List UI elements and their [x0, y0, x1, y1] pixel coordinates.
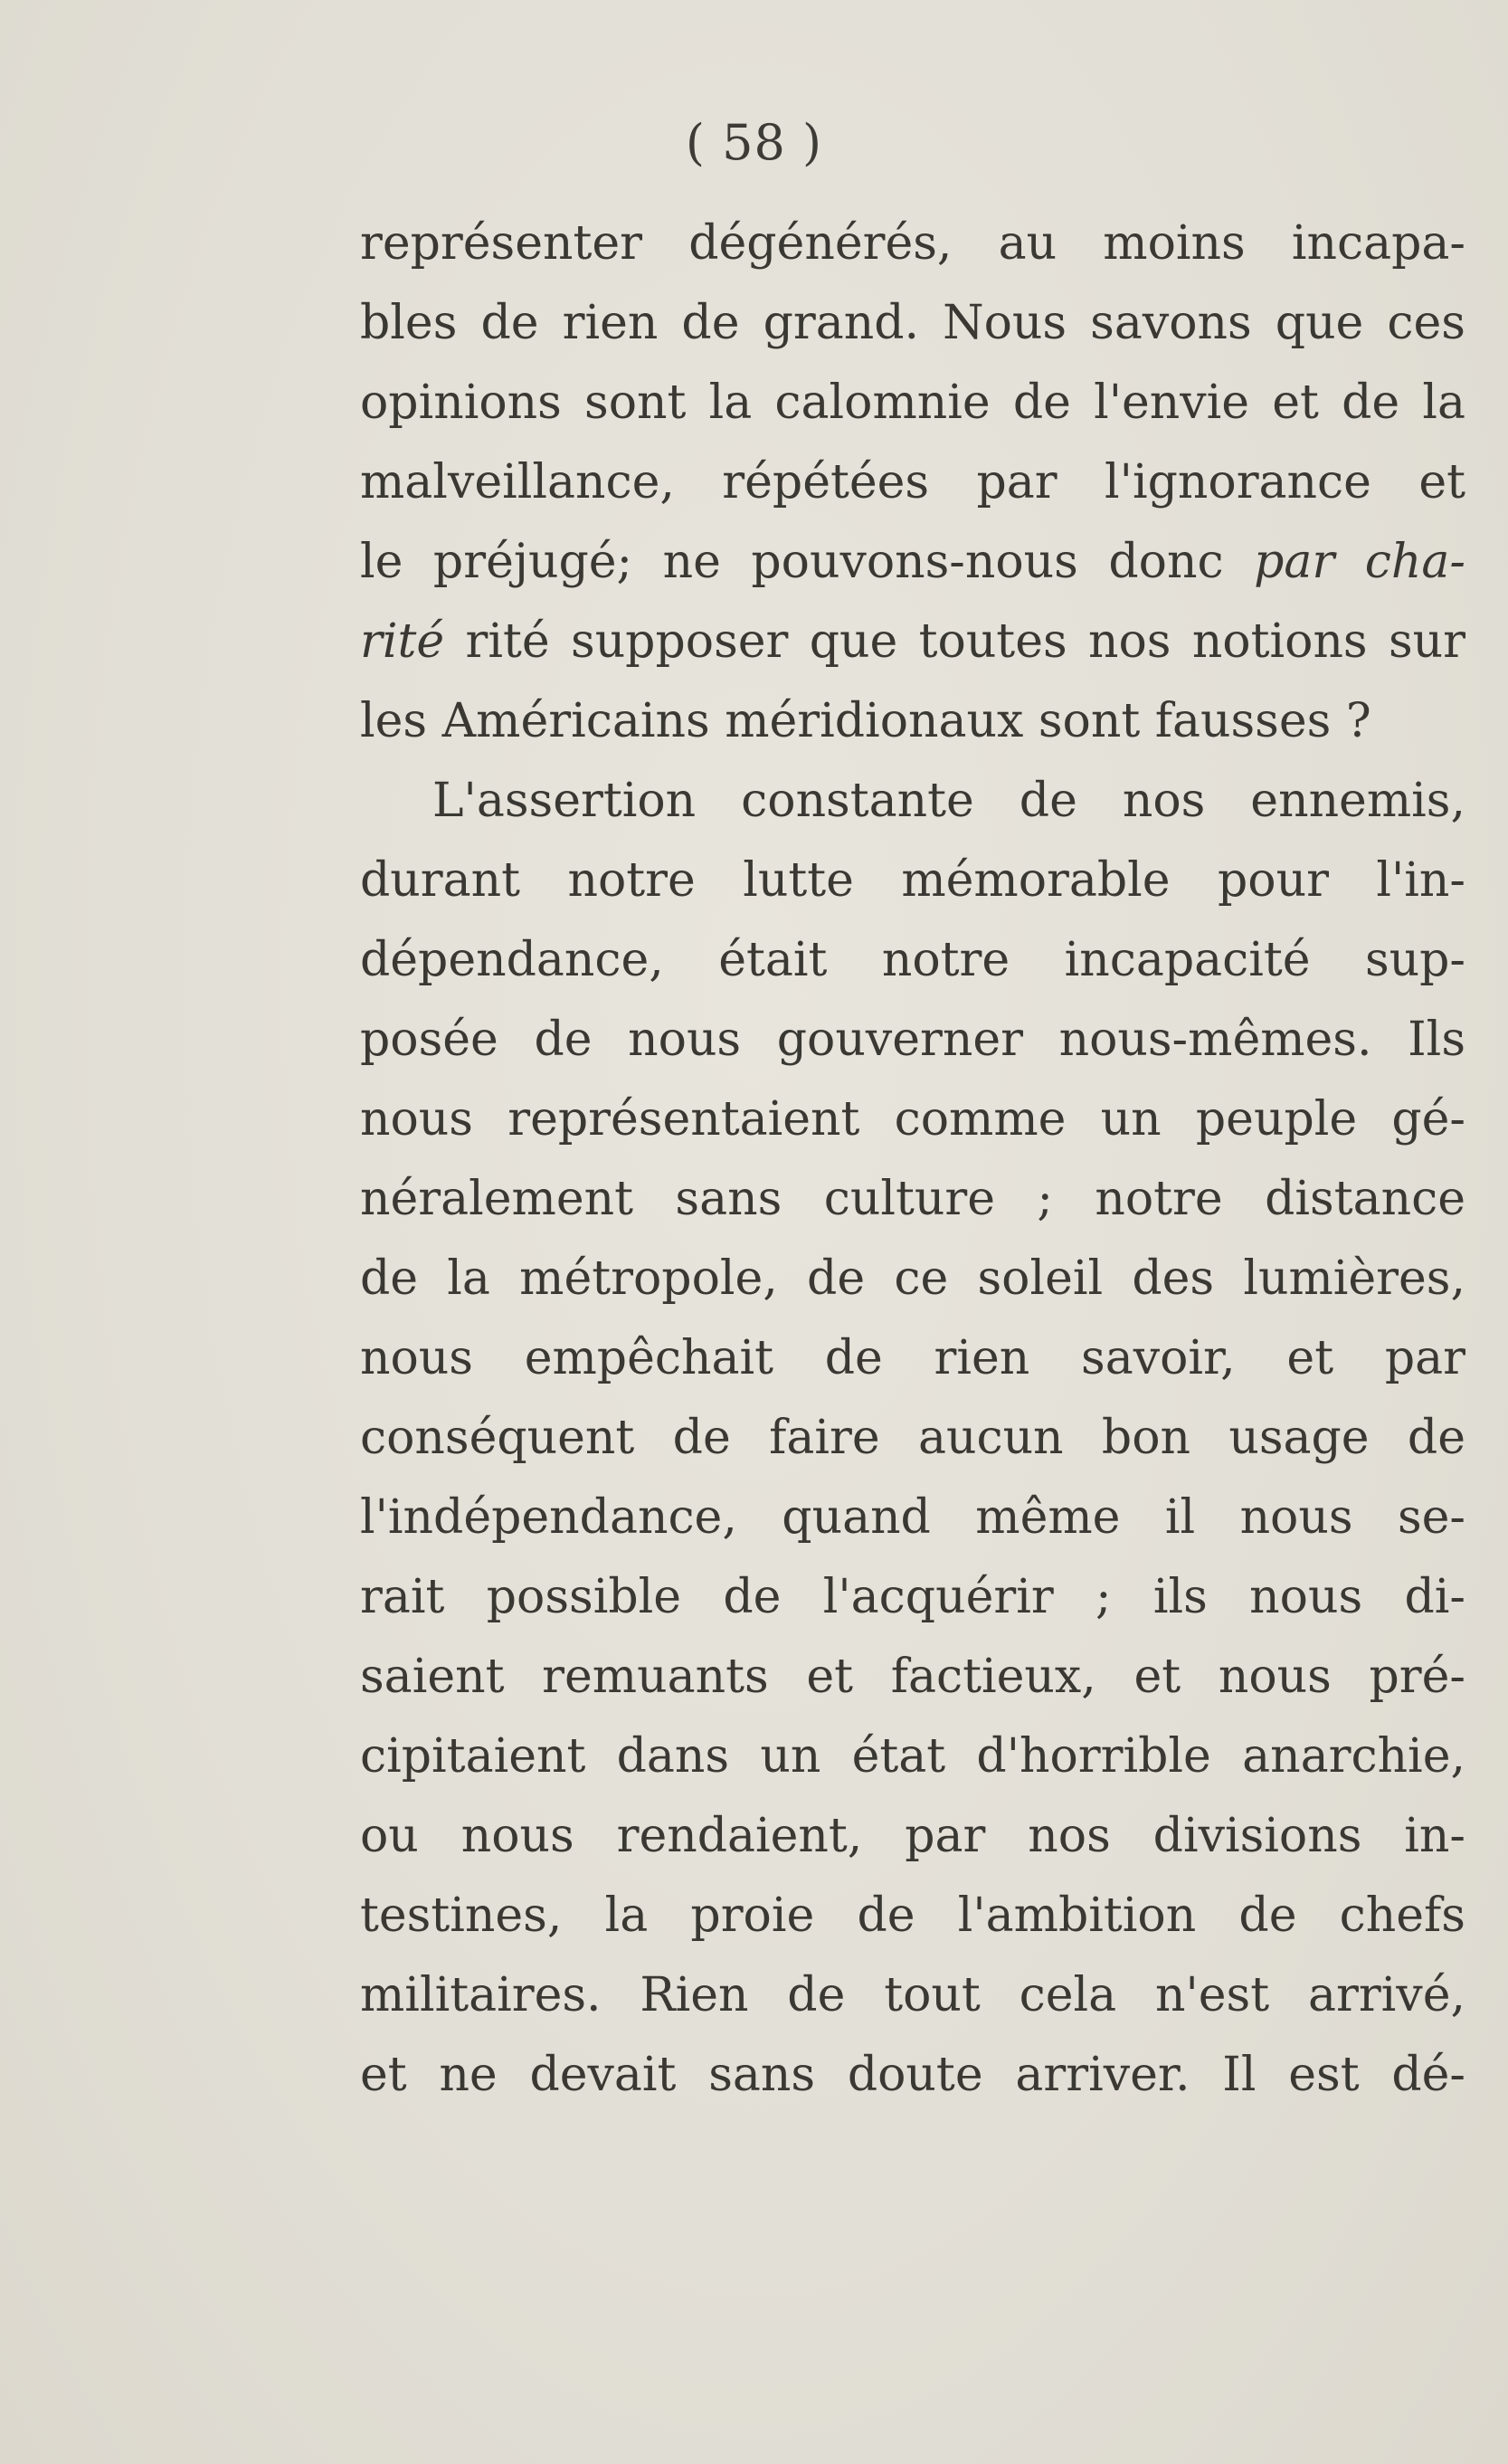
text-line-10: dépendance, était notre incapacité sup-: [360, 933, 1465, 987]
text-line-21: ou nous rendaient, par nos divisions in-: [360, 1809, 1465, 1863]
page-number: ( 58 ): [685, 114, 823, 171]
text-line-24: et ne devait sans doute arriver. Il est dé-: [360, 2048, 1465, 2102]
text-line-12: nous représentaient comme un peuple gé-: [360, 1092, 1465, 1146]
italic-phrase-rite: rité: [360, 614, 445, 669]
text-line-16: conséquent de faire aucun bon usage de: [360, 1411, 1465, 1465]
text-line-8: L'assertion constante de nos ennemis,: [432, 774, 1465, 828]
text-line-5: [360, 522, 1465, 602]
text-line-15: nous empêchait de rien savoir, et par: [360, 1331, 1465, 1385]
text-line-6: [360, 602, 1465, 681]
text-line-11: posée de nous gouverner nous-mêmes. Ils: [360, 1013, 1465, 1067]
text-line-1: représenter dégénérés, au moins incapa-: [360, 216, 1465, 271]
text-line-17: l'indépendance, quand même il nous se-: [360, 1490, 1465, 1545]
text-line-19: saient remuants et factieux, et nous pré-: [360, 1650, 1465, 1704]
text-line-7: les Américains méridionaux sont fausses ?: [360, 694, 1371, 748]
text-line-5-roman: le préjugé; ne pouvons-nous donc: [360, 535, 1224, 589]
text-line-23: militaires. Rien de tout cela n'est arrivé,: [360, 1968, 1465, 2022]
text-line-4: malveillance, répétées par l'ignorance et: [360, 455, 1465, 509]
text-line-18: rait possible de l'acquérir ; ils nous di-: [360, 1570, 1465, 1624]
text-line-2: bles de rien de grand. Nous savons que ces: [360, 296, 1465, 350]
body-text: [360, 204, 1465, 2115]
text-line-13: néralement sans culture ; notre distance: [360, 1172, 1465, 1226]
text-line-20: cipitaient dans un état d'horrible anarchie,: [360, 1729, 1465, 1784]
italic-phrase-par-charite: par cha-: [1254, 535, 1465, 589]
text-line-9: durant notre lutte mémorable pour l'in-: [360, 853, 1465, 908]
text-line-3: opinions sont la calomnie de l'envie et de la: [360, 376, 1465, 430]
text-line-6-roman: rité supposer que toutes nos notions sur: [465, 614, 1465, 669]
text-line-14: de la métropole, de ce soleil des lumières,: [360, 1251, 1465, 1306]
text-line-22: testines, la proie de l'ambition de chefs: [360, 1888, 1465, 1943]
